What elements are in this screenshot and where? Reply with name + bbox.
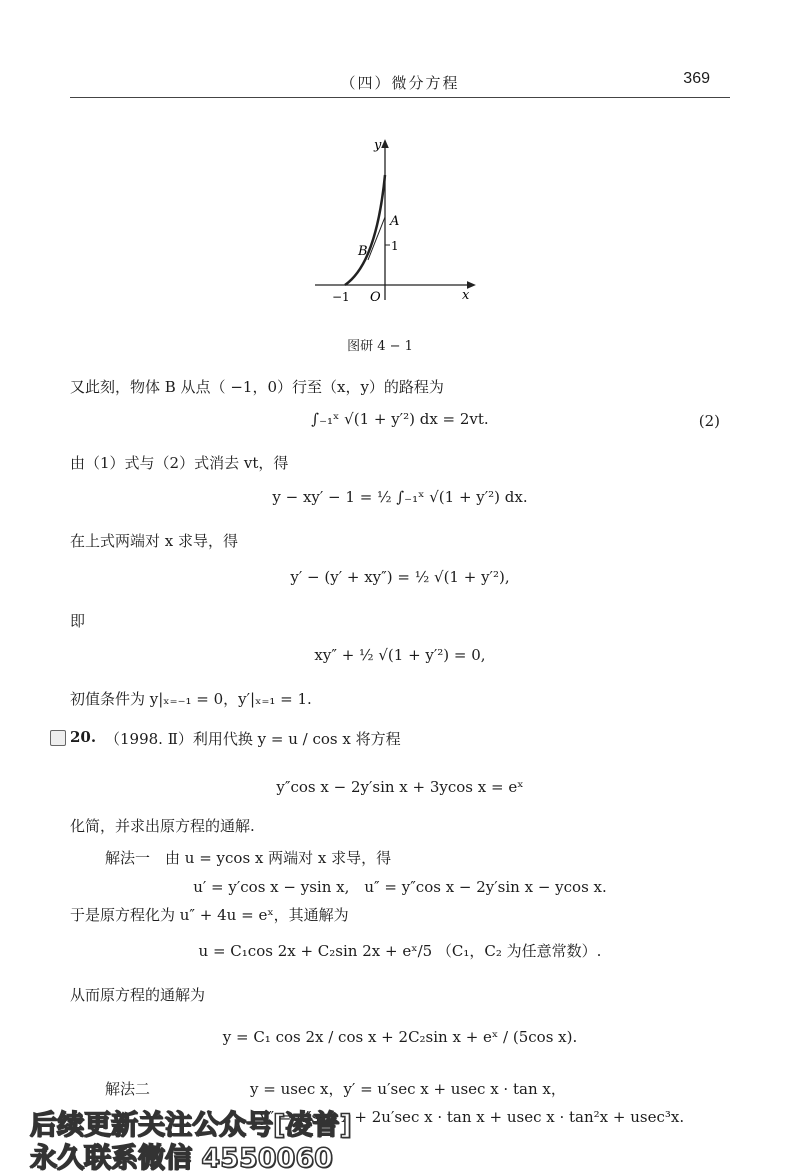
- equation-5: xy″ + ½ √(1 + y′²) = 0,: [314, 646, 486, 664]
- problem-20-text: （1998. Ⅱ）利用代换 y = u / cos x 将方程: [105, 730, 401, 748]
- equation-11: y″ = u″sec x + 2u′sec x · tan x + usec x · tan²x + usec³x.: [260, 1108, 685, 1126]
- equation-7: u′ = y′cos x − ysin x, u″ = y″cos x − 2y′sin x − ycos x.: [193, 878, 607, 896]
- equation-2: ∫₋₁ˣ √(1 + y′²) dx = 2vt.: [311, 410, 489, 428]
- text-line-6: 化简，并求出原方程的通解.: [70, 817, 255, 835]
- label-x: x: [462, 288, 470, 303]
- label-A: A: [390, 214, 400, 229]
- label-neg-one: −1: [332, 290, 350, 304]
- figure-caption: 图研 4 − 1: [347, 339, 413, 354]
- equation-9: y = C₁ cos 2x / cos x + 2C₂sin x + eˣ / (5cos x).: [222, 1028, 578, 1046]
- label-one: 1: [391, 239, 399, 253]
- label-origin: O: [370, 290, 381, 305]
- text-line-4: 即: [70, 612, 86, 630]
- pen-icon: [50, 730, 66, 746]
- equation-8: u = C₁cos 2x + C₂sin 2x + eˣ/5 （C₁，C₂ 为任意常数）.: [198, 942, 602, 960]
- label-B: B: [358, 244, 368, 259]
- text-line-9: 从而原方程的通解为: [70, 986, 206, 1004]
- problem-20-number: 20.: [70, 728, 97, 746]
- text-line-7: 解法一 由 u = ycos x 两端对 x 求导，得: [105, 849, 392, 867]
- text-line-3: 在上式两端对 x 求导，得: [70, 532, 238, 550]
- equation-3: y − xy′ − 1 = ½ ∫₋₁ˣ √(1 + y′²) dx.: [272, 488, 528, 506]
- running-header-title: （四）微分方程: [340, 74, 460, 92]
- page-number: 369: [683, 70, 710, 87]
- header-rule: [70, 97, 730, 98]
- equation-4: y′ − (y′ + xy″) = ½ √(1 + y′²),: [290, 568, 510, 586]
- equation-2-number: (2): [698, 412, 720, 430]
- watermark-line-1: 后续更新关注公众号[凌普]: [30, 1110, 352, 1141]
- equation-10: y = usec x，y′ = u′sec x + usec x · tan x，: [250, 1080, 566, 1098]
- text-line-5: 初值条件为 y|ₓ₌₋₁ = 0，y′|ₓ₌₁ = 1.: [70, 690, 312, 708]
- watermark-line-2: 永久联系微信 4550060: [30, 1143, 333, 1174]
- label-y: y: [374, 138, 382, 153]
- equation-6: y″cos x − 2y′sin x + 3ycos x = eˣ: [276, 778, 524, 796]
- text-line-8: 于是原方程化为 u″ + 4u = eˣ，其通解为: [70, 906, 349, 924]
- text-line-10: 解法二: [105, 1080, 151, 1098]
- text-line-1: 又此刻，物体 B 从点（ −1，0）行至（x，y）的路程为: [70, 378, 444, 396]
- figure-4-1: [300, 135, 490, 310]
- pursuit-curve: [345, 175, 385, 285]
- text-line-2: 由（1）式与（2）式消去 vt，得: [70, 454, 289, 472]
